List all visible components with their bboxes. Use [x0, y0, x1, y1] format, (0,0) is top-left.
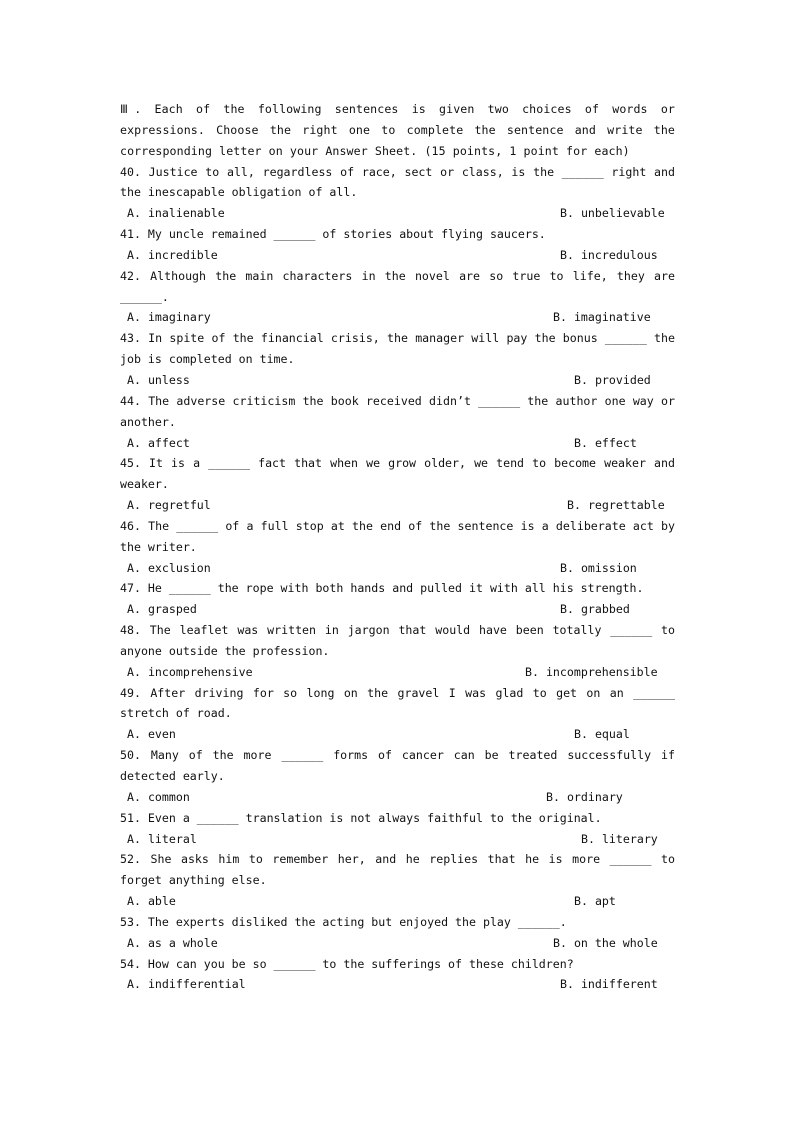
- option-b: B. imaginative: [553, 310, 651, 325]
- option-a: A. common: [127, 789, 190, 804]
- answer-options: [120, 495, 675, 516]
- option-a: A. able: [127, 894, 176, 909]
- answer-options: [120, 662, 675, 683]
- answer-options: [120, 933, 675, 954]
- option-b: B. indifferent: [560, 977, 658, 992]
- question-stem: 44. The adverse criticism the book received didn’t ______ the author one way or another.: [120, 393, 675, 429]
- option-a: A. unless: [127, 372, 190, 387]
- question-stem: 46. The ______ of a full stop at the end of the sentence is a deliberate act by the writer.: [120, 518, 675, 554]
- option-b: B. grabbed: [560, 602, 630, 617]
- question-49: [120, 683, 675, 746]
- option-b: B. regrettable: [567, 498, 665, 513]
- question-46: [120, 516, 675, 579]
- answer-options: [120, 599, 675, 620]
- answer-options: [120, 433, 675, 454]
- answer-options: [120, 974, 675, 995]
- question-stem: 43. In spite of the financial crisis, the manager will pay the bonus ______ the job is completed on time.: [120, 331, 675, 367]
- question-47: [120, 578, 675, 620]
- option-a: A. regretful: [127, 498, 211, 513]
- section-instructions: Ⅲ. Each of the following sentences is given two choices of words or expressions. Choose the right one to complete the sentence and write the corresponding letter on your Answer Sheet. (15 points, 1 point for each): [120, 102, 675, 158]
- answer-options: [120, 829, 675, 850]
- question-stem: 47. He ______ the rope with both hands and pulled it with all his strength.: [120, 581, 644, 596]
- option-b: B. ordinary: [546, 789, 623, 804]
- option-a: A. indifferential: [127, 977, 246, 992]
- question-stem: 45. It is a ______ fact that when we grow older, we tend to become weaker and weaker.: [120, 456, 675, 492]
- option-a: A. grasped: [127, 602, 197, 617]
- question-stem: 52. She asks him to remember her, and he replies that he is more ______ to forget anything else.: [120, 852, 675, 888]
- question-stem: 48. The leaflet was written in jargon that would have been totally ______ to anyone outside the profession.: [120, 623, 675, 658]
- exam-section: [120, 99, 675, 995]
- option-a: A. as a whole: [127, 935, 218, 950]
- answer-options: [120, 891, 675, 912]
- answer-options: [120, 245, 675, 266]
- option-b: B. effect: [574, 435, 637, 450]
- question-45: [120, 453, 675, 516]
- answer-options: [120, 787, 675, 808]
- answer-options: [120, 370, 675, 391]
- answer-options: [120, 307, 675, 328]
- option-a: A. affect: [127, 435, 190, 450]
- question-stem: 51. Even a ______ translation is not always faithful to the original.: [120, 810, 602, 825]
- answer-options: [120, 558, 675, 579]
- question-44: [120, 391, 675, 454]
- question-stem: 40. Justice to all, regardless of race, sect or class, is the ______ right and the inescapable obligation of all.: [120, 164, 675, 200]
- option-b: B. incomprehensible: [525, 664, 658, 679]
- option-b: B. literary: [581, 831, 658, 846]
- option-a: A. inalienable: [127, 206, 225, 221]
- option-a: A. even: [127, 727, 176, 742]
- option-a: A. incredible: [127, 247, 218, 262]
- answer-options: [120, 203, 675, 224]
- question-40: [120, 162, 675, 225]
- question-53: [120, 912, 675, 954]
- option-a: A. literal: [127, 831, 197, 846]
- question-stem: 42. Although the main characters in the novel are so true to life, they are ______.: [120, 268, 675, 304]
- option-b: B. incredulous: [560, 247, 658, 262]
- option-b: B. equal: [574, 727, 630, 742]
- question-42: [120, 266, 675, 329]
- option-b: B. omission: [560, 560, 637, 575]
- option-b: B. apt: [574, 894, 616, 909]
- question-stem: 54. How can you be so ______ to the sufferings of these children?: [120, 956, 574, 971]
- option-a: A. imaginary: [127, 310, 211, 325]
- question-stem: 49. After driving for so long on the gravel I was glad to get on an ______ stretch of road.: [120, 685, 675, 721]
- question-stem: 53. The experts disliked the acting but enjoyed the play ______.: [120, 914, 567, 929]
- option-a: A. exclusion: [127, 560, 211, 575]
- question-52: [120, 849, 675, 912]
- question-54: [120, 954, 675, 996]
- question-stem: 50. Many of the more ______ forms of cancer can be treated successfully if detected early.: [120, 748, 675, 783]
- option-a: A. incomprehensive: [127, 664, 253, 679]
- option-b: B. provided: [574, 372, 651, 387]
- option-b: B. unbelievable: [560, 206, 665, 221]
- question-41: [120, 224, 675, 266]
- question-51: [120, 808, 675, 850]
- question-stem: 41. My uncle remained ______ of stories about flying saucers.: [120, 227, 546, 242]
- question-50: [120, 745, 675, 808]
- question-48: [120, 620, 675, 683]
- answer-options: [120, 724, 675, 745]
- question-43: [120, 328, 675, 391]
- option-b: B. on the whole: [553, 935, 658, 950]
